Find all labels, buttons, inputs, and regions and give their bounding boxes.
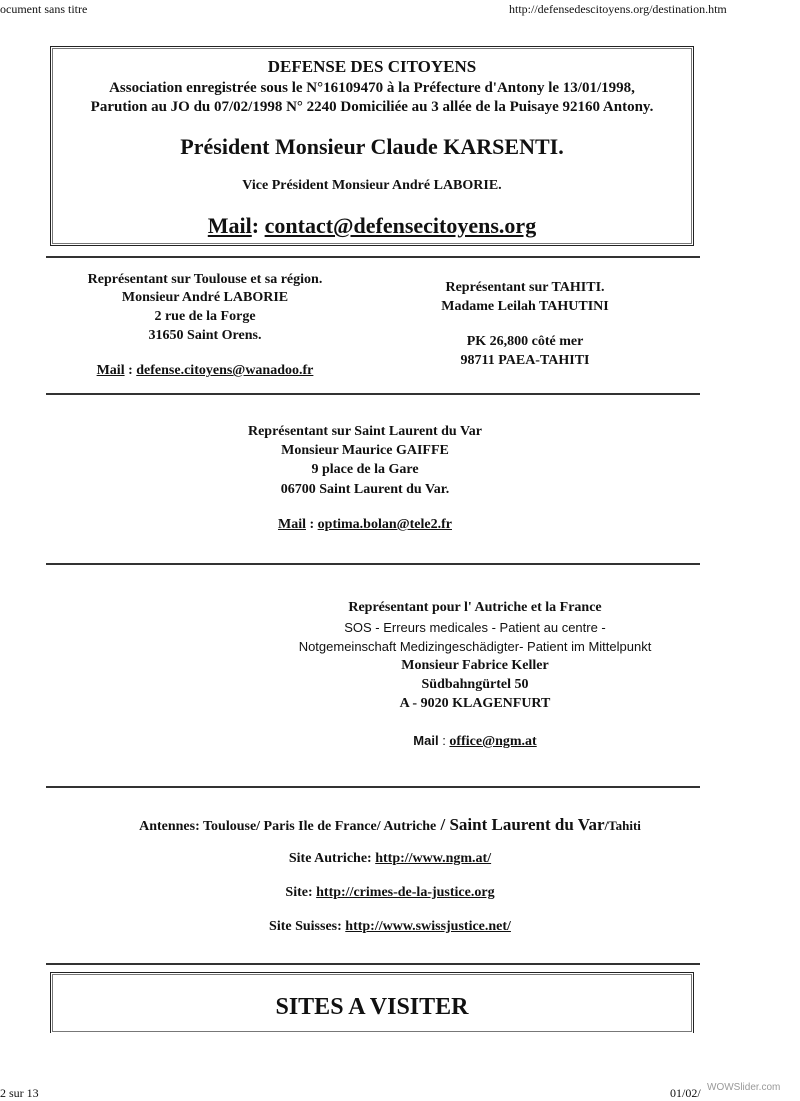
austria-mail <box>250 733 700 750</box>
toulouse-city: 31650 Saint Orens. <box>148 328 262 343</box>
mail-label: Mail <box>96 363 125 378</box>
tahiti-street: PK 26,800 côté mer <box>466 334 584 349</box>
saint-laurent-street: 9 place de la Gare <box>311 462 419 477</box>
toulouse-mail-link[interactable]: defense.citoyens@wanadoo.fr <box>136 363 314 378</box>
print-header-url: http://defensedescitoyens.org/destination.htm <box>509 2 727 16</box>
registration-line-2: Parution au JO du 07/02/1998 N° 2240 Domiciliée au 3 allée de la Puisaye 92160 Antony. <box>90 99 654 115</box>
austria-name: Monsieur Fabrice Keller <box>401 658 549 673</box>
austria-city: A - 9020 KLAGENFURT <box>399 696 551 711</box>
sites-title: SITES A VISITER <box>275 994 469 1020</box>
divider <box>46 786 700 788</box>
mail-separator: : <box>438 733 450 748</box>
site-label: Site Autriche: <box>288 851 376 866</box>
site-line-swiss <box>200 919 580 935</box>
mail-label: Mail <box>277 517 306 532</box>
association-mail-link[interactable]: contact@defensecitoyens.org <box>264 213 537 238</box>
antennes-saint-laurent: Saint Laurent du Var <box>449 815 605 834</box>
print-footer-date: 01/02/ <box>670 1086 701 1100</box>
site-link-ngm[interactable]: http://www.ngm.at/ <box>375 851 492 866</box>
site-link-crimes[interactable]: http://crimes-de-la-justice.org <box>316 885 495 900</box>
austria-org-line-2: Notgemeinschaft Medizingeschädigter- Patient im Mittelpunkt <box>298 639 652 654</box>
toulouse-mail <box>60 363 350 379</box>
site-label: Site Suisses: <box>269 919 346 934</box>
registration-line-1: Association enregistrée sous le N°16109470 à la Préfecture d'Antony le 13/01/1998, <box>109 80 635 96</box>
saint-laurent-mail-link[interactable]: optima.bolan@tele2.fr <box>317 517 452 532</box>
saint-laurent-title: Représentant sur Saint Laurent du Var <box>247 424 483 439</box>
site-label: Site: <box>285 885 317 900</box>
austria-title: Représentant pour l' Autriche et la France <box>348 600 602 615</box>
divider <box>46 963 700 965</box>
president-line: Président Monsieur Claude KARSENTI. <box>180 134 564 159</box>
site-line-crimes <box>200 885 580 901</box>
toulouse-street: 2 rue de la Forge <box>154 309 256 324</box>
tahiti-name: Madame Leilah TAHUTINI <box>441 299 609 314</box>
toulouse-name: Monsieur André LABORIE <box>121 290 289 305</box>
print-header-title: ocument sans titre <box>0 2 88 16</box>
austria-street: Südbahngürtel 50 <box>421 677 529 692</box>
saint-laurent-city: 06700 Saint Laurent du Var. <box>280 482 450 497</box>
mail-label: Mail <box>207 213 252 238</box>
mail-separator: : <box>251 213 265 238</box>
toulouse-title: Représentant sur Toulouse et sa région. <box>87 272 323 287</box>
antennes-tahiti: /Tahiti <box>604 818 641 833</box>
print-footer-page: 2 sur 13 <box>0 1086 39 1100</box>
association-mail <box>50 213 694 239</box>
divider <box>46 563 700 565</box>
austria-mail-link[interactable]: office@ngm.at <box>449 734 537 749</box>
saint-laurent-name: Monsieur Maurice GAIFFE <box>281 443 449 458</box>
divider <box>46 393 700 395</box>
austria-org-line-1: SOS - Erreurs medicales - Patient au centre - <box>344 620 606 635</box>
watermark: WOWSlider.com <box>707 1082 781 1093</box>
antennes-prefix: Antennes: Toulouse/ Paris Ile de France/ Autriche <box>139 819 437 834</box>
tahiti-city: 98711 PAEA-TAHITI <box>460 353 590 368</box>
mail-label: Mail <box>413 733 439 748</box>
site-line-austria <box>200 851 580 867</box>
divider <box>46 256 700 258</box>
saint-laurent-mail <box>200 517 530 533</box>
antennes-slash: / <box>436 815 450 834</box>
mail-separator: : <box>305 517 318 532</box>
tahiti-title: Représentant sur TAHITI. <box>445 280 605 295</box>
antennes-line <box>40 815 740 835</box>
vice-president-line: Vice Président Monsieur André LABORIE. <box>242 178 502 193</box>
site-link-swiss[interactable]: http://www.swissjustice.net/ <box>345 919 511 934</box>
association-name: DEFENSE DES CITOYENS <box>267 57 477 76</box>
mail-separator: : <box>124 363 137 378</box>
